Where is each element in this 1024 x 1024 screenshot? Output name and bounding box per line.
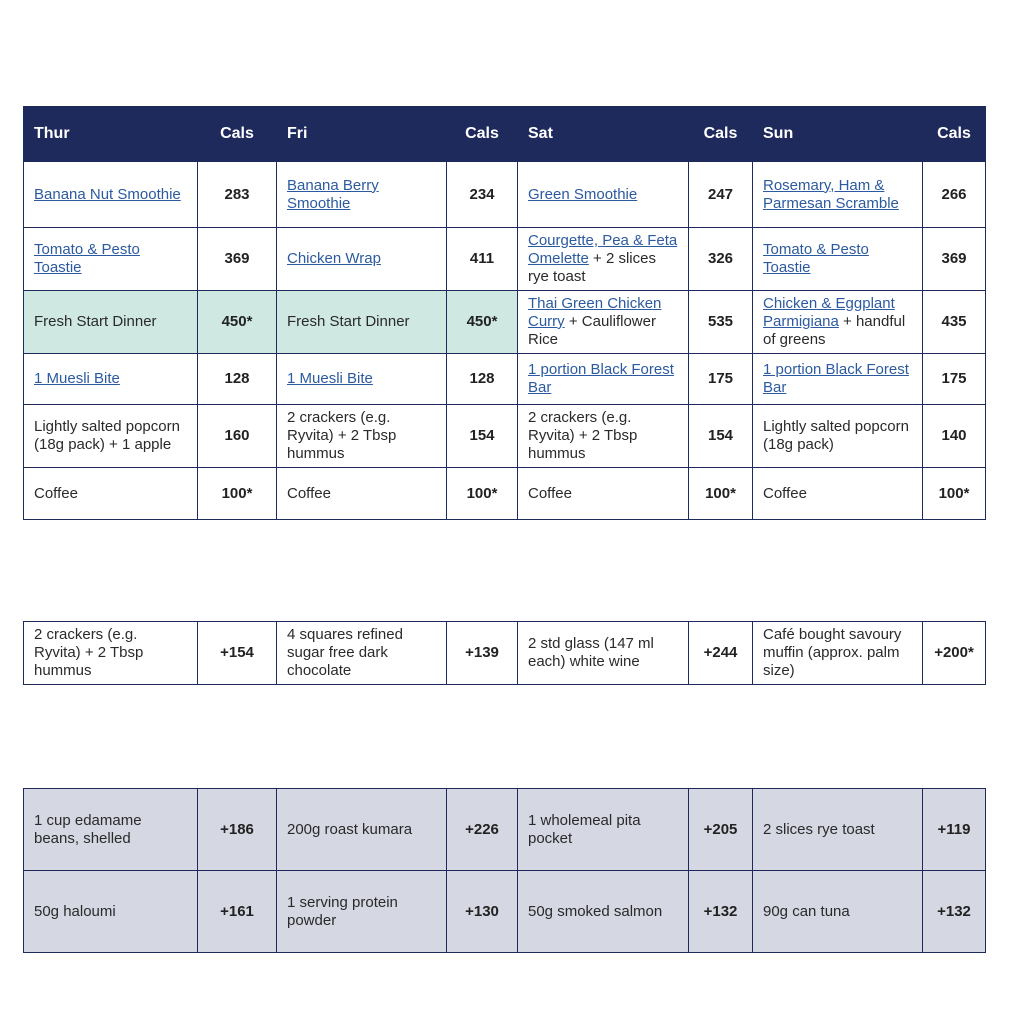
meal-text: Coffee (528, 484, 572, 502)
meal-text: + 2 slices rye toast (528, 250, 656, 285)
meal-cell (753, 228, 923, 291)
meal-cell (518, 228, 689, 291)
meal-cell (518, 468, 689, 520)
treat-cell: 2 std glass (147 ml each) white wine (518, 622, 689, 685)
meal-text: + handful of greens (763, 313, 906, 348)
cals-value: 535 (689, 291, 753, 354)
cals-header: Cals (923, 107, 986, 162)
recipe-link[interactable]: 1 Muesli Bite (34, 370, 120, 387)
cals-value: 266 (923, 162, 986, 228)
meal-cell (277, 162, 447, 228)
recipe-link[interactable]: Green Smoothie (528, 185, 638, 203)
meal-text: Lightly salted popcorn (18g pack) + 1 apple (34, 418, 180, 453)
cals-value: 160 (198, 405, 277, 468)
day-header-sat: Sat (518, 107, 689, 162)
recipe-link[interactable]: Rosemary, Ham & Parmesan Scramble (763, 176, 899, 212)
extra-cell: 200g roast kumara (277, 789, 447, 871)
treats-table (23, 621, 986, 685)
extra-cell: 1 serving protein powder (277, 871, 447, 953)
meal-text: Fresh Start Dinner (287, 313, 410, 330)
cals-value: +161 (198, 871, 277, 953)
extra-cell: 90g can tuna (753, 871, 923, 953)
extra-cell: 2 slices rye toast (753, 789, 923, 871)
meal-cell (518, 354, 689, 405)
cals-value: +119 (923, 789, 986, 871)
recipe-link[interactable]: Banana Berry Smoothie (287, 176, 379, 212)
cals-value: +226 (447, 789, 518, 871)
cals-value: 326 (689, 228, 753, 291)
cals-value: 100* (447, 468, 518, 520)
table-row (24, 789, 986, 871)
meal-text: + Cauliflower Rice (528, 313, 656, 348)
recipe-link[interactable]: 1 portion Black Forest Bar (528, 361, 674, 396)
treat-cell: Café bought savoury muffin (approx. palm size) (753, 622, 923, 685)
cals-value: 175 (689, 354, 753, 405)
meal-cell (277, 291, 447, 354)
cals-value: 128 (447, 354, 518, 405)
meal-cell (753, 405, 923, 468)
recipe-link[interactable]: Thai Green Chicken Curry (528, 295, 662, 330)
cals-value: 100* (689, 468, 753, 520)
meal-cell (24, 291, 198, 354)
table-row (24, 162, 986, 228)
meal-text: Coffee (34, 484, 78, 502)
cals-header: Cals (198, 107, 277, 162)
meal-text: Coffee (287, 484, 331, 502)
cals-value: +132 (923, 871, 986, 953)
meal-cell (518, 162, 689, 228)
treat-cell: 2 crackers (e.g. Ryvita) + 2 Tbsp hummus (24, 622, 198, 685)
table-row (24, 468, 986, 520)
cals-value: +200* (923, 622, 986, 685)
cals-value: 100* (923, 468, 986, 520)
meal-cell (753, 354, 923, 405)
table-row (24, 871, 986, 953)
meal-cell (24, 354, 198, 405)
table-row (24, 228, 986, 291)
cals-value: +132 (689, 871, 753, 953)
meal-cell (518, 405, 689, 468)
day-header-sun: Sun (753, 107, 923, 162)
recipe-link[interactable]: Chicken & Eggplant Parmigiana (763, 295, 895, 330)
extra-cell: 1 cup edamame beans, shelled (24, 789, 198, 871)
meal-cell (753, 468, 923, 520)
cals-value: 435 (923, 291, 986, 354)
cals-value: 154 (447, 405, 518, 468)
meal-cell (24, 468, 198, 520)
extra-cell: 1 wholemeal pita pocket (518, 789, 689, 871)
cals-value: +244 (689, 622, 753, 685)
recipe-link[interactable]: Banana Nut Smoothie (34, 185, 181, 203)
cals-value: 140 (923, 405, 986, 468)
meal-text: Fresh Start Dinner (34, 313, 157, 330)
treat-cell: 4 squares refined sugar free dark chocolate (277, 622, 447, 685)
day-header-fri: Fri (277, 107, 447, 162)
recipe-link[interactable]: Tomato & Pesto Toastie (34, 241, 140, 276)
recipe-link[interactable]: 1 Muesli Bite (287, 370, 373, 387)
table-row (24, 354, 986, 405)
cals-value: +154 (198, 622, 277, 685)
cals-value: 450* (198, 291, 277, 354)
cals-value: 369 (198, 228, 277, 291)
meal-cell (24, 405, 198, 468)
cals-value: +139 (447, 622, 518, 685)
meal-text: Lightly salted popcorn (18g pack) (763, 418, 909, 453)
cals-value: +186 (198, 789, 277, 871)
table-row (24, 291, 986, 354)
meal-cell (753, 291, 923, 354)
cals-value: +205 (689, 789, 753, 871)
cals-header: Cals (689, 107, 753, 162)
recipe-link[interactable]: Courgette, Pea & Feta Omelette (528, 232, 678, 267)
meal-cell (24, 228, 198, 291)
cals-value: 234 (447, 162, 518, 228)
cals-header: Cals (447, 107, 518, 162)
extra-cell: 50g smoked salmon (518, 871, 689, 953)
meal-text: 2 crackers (e.g. Ryvita) + 2 Tbsp hummus (528, 409, 638, 462)
recipe-link[interactable]: Chicken Wrap (287, 250, 381, 267)
recipe-link[interactable]: 1 portion Black Forest Bar (763, 361, 909, 396)
cals-value: 175 (923, 354, 986, 405)
meal-cell (518, 291, 689, 354)
extras-table (23, 788, 986, 953)
cals-value: 128 (198, 354, 277, 405)
table-row (24, 405, 986, 468)
meal-plan-table (23, 106, 986, 520)
cals-value: 100* (198, 468, 277, 520)
cals-value: 154 (689, 405, 753, 468)
recipe-link[interactable]: Tomato & Pesto Toastie (763, 241, 869, 276)
meal-text: 2 crackers (e.g. Ryvita) + 2 Tbsp hummus (287, 409, 397, 462)
meal-text: Coffee (763, 484, 807, 502)
meal-cell (24, 162, 198, 228)
header-row (24, 107, 986, 162)
meal-cell (277, 405, 447, 468)
meal-cell (753, 162, 923, 228)
day-header-thur: Thur (24, 107, 198, 162)
meal-cell (277, 228, 447, 291)
cals-value: 247 (689, 162, 753, 228)
cals-value: 411 (447, 228, 518, 291)
extra-cell: 50g haloumi (24, 871, 198, 953)
cals-value: 283 (198, 162, 277, 228)
meal-cell (277, 354, 447, 405)
cals-value: 369 (923, 228, 986, 291)
table-row (24, 622, 986, 685)
meal-cell (277, 468, 447, 520)
cals-value: 450* (447, 291, 518, 354)
cals-value: +130 (447, 871, 518, 953)
